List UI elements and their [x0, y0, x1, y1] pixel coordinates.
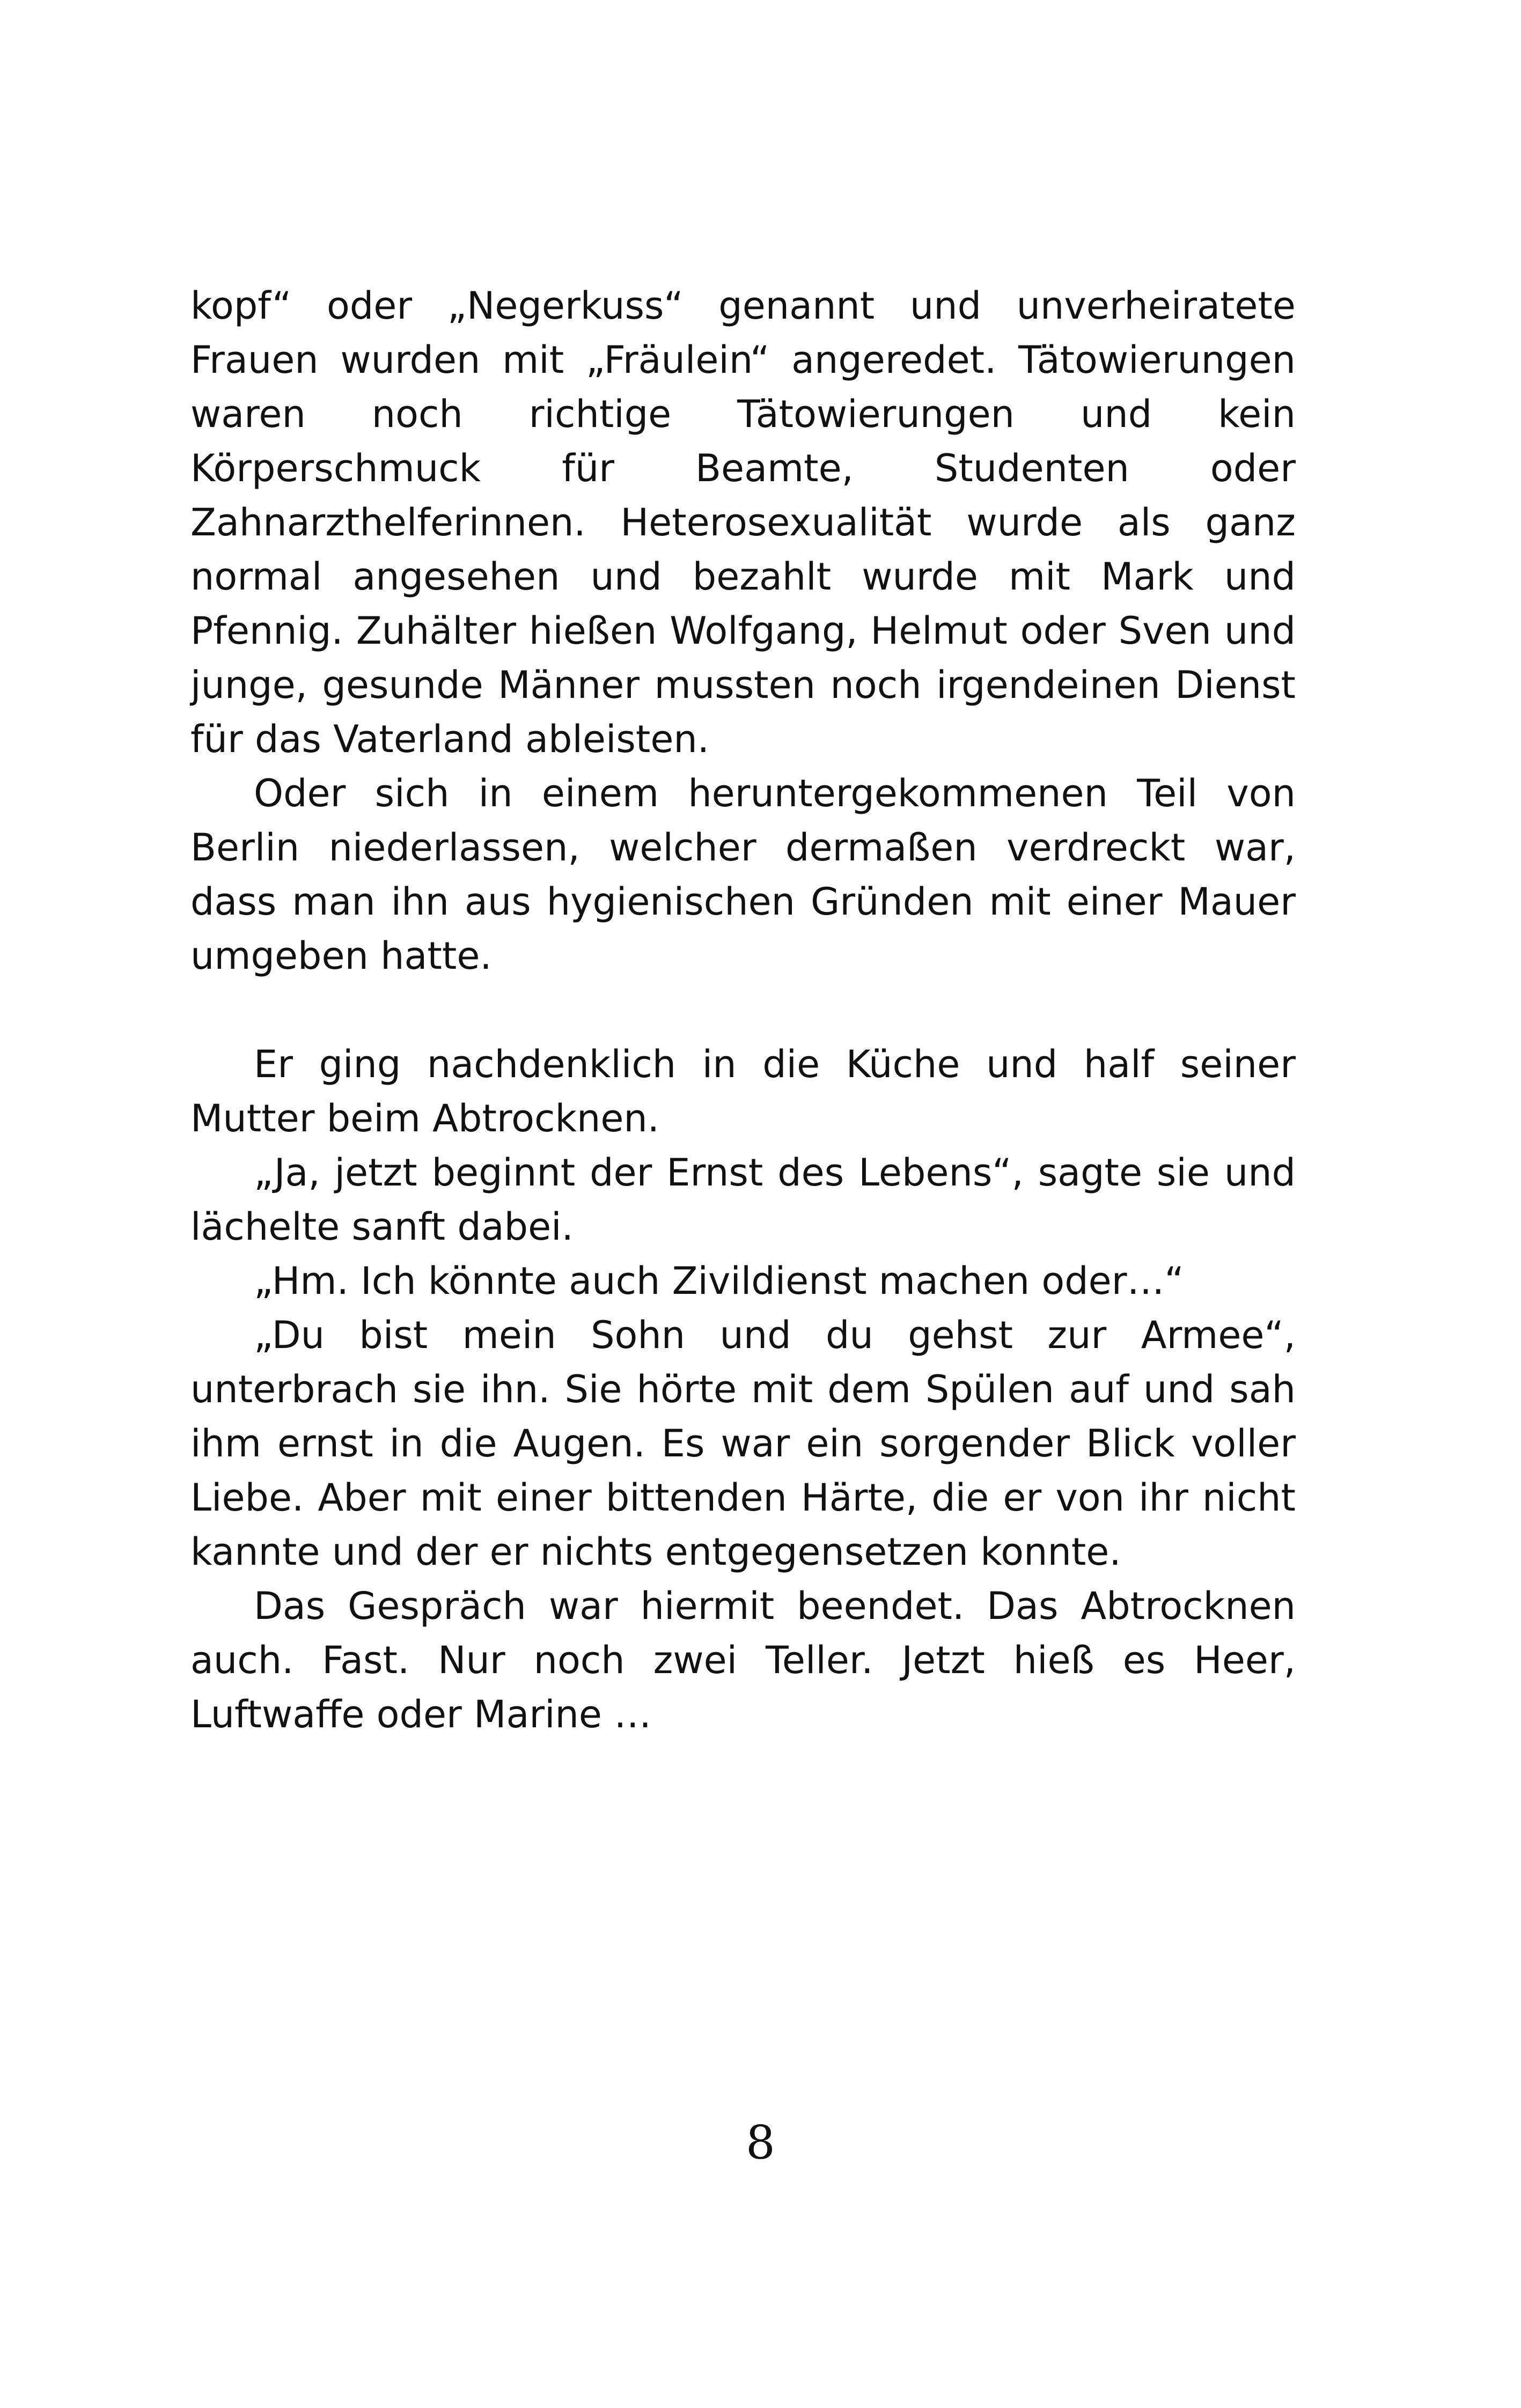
body-text [190, 279, 1296, 1742]
paragraph: kopf“ oder „Negerkuss“ genannt und unverheiratete Frauen wurden mit „Fräulein“ angeredet. Tätowierungen waren noch richtige Tätowierungen und kein Körperschmuck für Beamte, Studenten oder Zahnarzthelferinnen. Heterosexualität wurde als ganz normal angesehen und bezahlt wurde mit Mark und Pfennig. Zuhälter hießen Wolfgang, Helmut oder Sven und junge, gesunde Männer mussten noch irgendeinen Dienst für das Vaterland ableisten. [190, 284, 1296, 761]
paragraph: „Du bist mein Sohn und du gehst zur Armee“, unterbrach sie ihn. Sie hörte mit dem Spülen auf und sah ihm ernst in die Augen. Es war ein sorgender Blick voller Liebe. Aber mit einer bittenden Härte, die er von ihr nicht kannte und der er nichts entgegensetzen konnte. [190, 1313, 1296, 1574]
paragraph: „Ja, jetzt beginnt der Ernst des Lebens“, sagte sie und lächelte sanft dabei. [190, 1151, 1296, 1249]
paragraph: Er ging nachdenklich in die Küche und half seiner Mutter beim Abtrocknen. [190, 1042, 1296, 1140]
paragraph: „Hm. Ich könnte auch Zivildienst machen oder…“ [254, 1259, 1184, 1303]
section-break [190, 983, 1296, 1037]
paragraph: Das Gespräch war hiermit beendet. Das Abtrocknen auch. Fast. Nur noch zwei Teller. Jetzt hieß es Heer, Luftwaffe oder Marine … [190, 1584, 1296, 1736]
paragraph: Oder sich in einem heruntergekommenen Teil von Berlin niederlassen, welcher dermaßen verdreckt war, dass man ihn aus hygienischen Gründen mit einer Mauer umgeben hatte. [190, 771, 1296, 978]
page-number: 8 [746, 2116, 775, 2170]
